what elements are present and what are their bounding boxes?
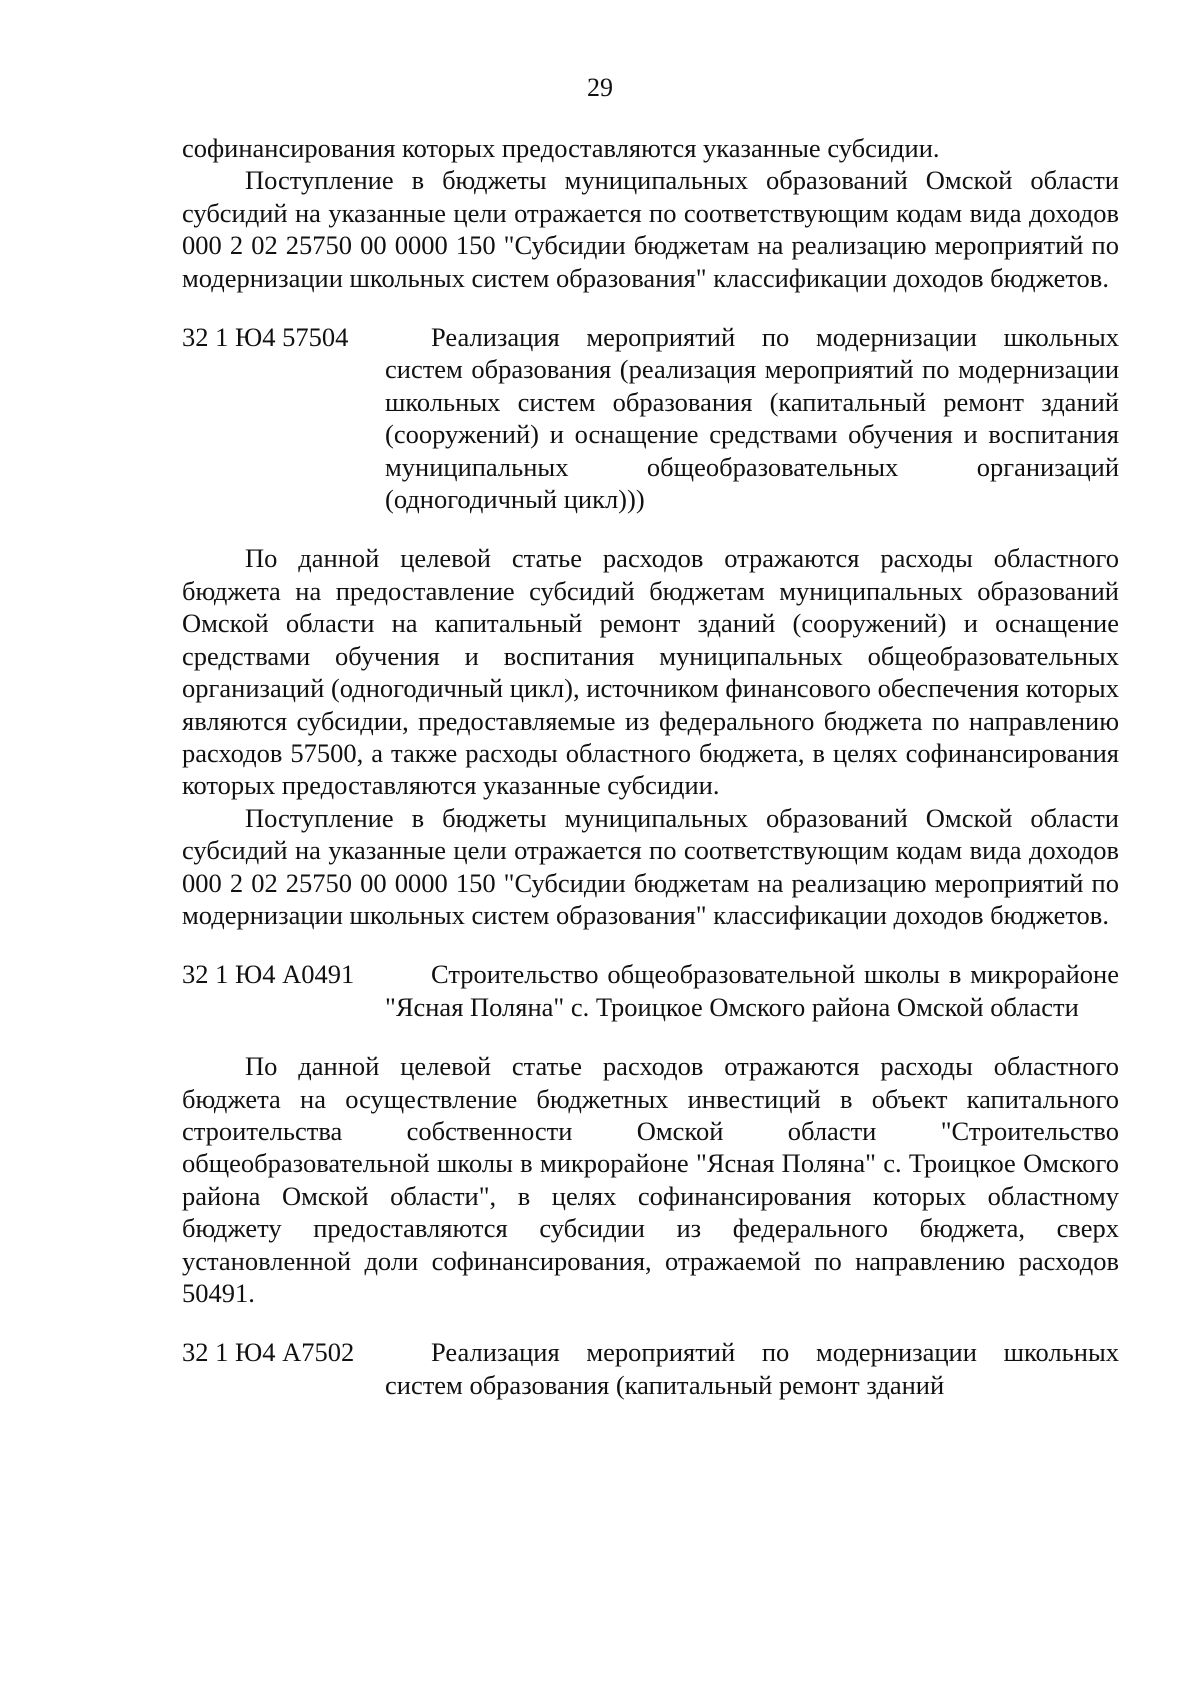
entry-title: Реализация мероприятий по модернизации школьных систем образования (реализация мероприятий по модернизации школьных систем образования (капитальный ремонт зданий (сооружений) и оснащение средствами обучения и воспитания муниципальных общеобразовательных организаций (одногодичный цикл))) xyxy=(385,322,1119,515)
entry-code: 32 1 Ю4 А7502 xyxy=(182,1337,355,1368)
paragraph-revenue-1: Поступление в бюджеты муниципальных образований Омской области субсидий на указанные цели отражается по соответствующим кодам вида доходов 000 2 02 25750 00 0000 150 "Субсидии бюджетам на реализацию мероприятий по модернизации школьных систем образования" классификации доходов бюджетов. xyxy=(182,165,1119,293)
entry-title: Реализация мероприятий по модернизации школьных систем образования (капитальный ремонт зданий xyxy=(385,1337,1119,1400)
budget-entry-a0491 xyxy=(182,958,1119,1023)
budget-entry-a7502 xyxy=(182,1336,1119,1401)
paragraph-continuation: софинансирования которых предоставляются указанные субсидии. xyxy=(182,133,940,163)
page-number: 29 xyxy=(587,73,613,102)
paragraph-expense-57504: По данной целевой статье расходов отражаются расходы областного бюджета на предоставление субсидий бюджетам муниципальных образований Омской области на капитальный ремонт зданий (сооружений) и оснащение средствами обучения и воспитания муниципальных общеобразовательных организаций (одногодичный цикл), источником финансового обеспечения которых являются субсидии, предоставляемые из федерального бюджета по направлению расходов 57500, а также расходы областного бюджета, в целях софинансирования которых предоставляются указанные субсидии. xyxy=(182,543,1119,801)
document-body xyxy=(182,132,1119,1428)
budget-entry-57504 xyxy=(182,321,1119,515)
paragraph-revenue-2: Поступление в бюджеты муниципальных образований Омской области субсидий на указанные цели отражается по соответствующим кодам вида доходов 000 2 02 25750 00 0000 150 "Субсидии бюджетам на реализацию мероприятий по модернизации школьных систем образования" классификации доходов бюджетов. xyxy=(182,802,1119,930)
entry-code: 32 1 Ю4 А0491 xyxy=(182,959,355,990)
entry-title: Строительство общеобразовательной школы в микрорайоне "Ясная Поляна" с. Троицкое Омского района Омской области xyxy=(385,959,1119,1022)
entry-code: 32 1 Ю4 57504 xyxy=(182,322,349,353)
paragraph-expense-a0491: По данной целевой статье расходов отражаются расходы областного бюджета на осуществление бюджетных инвестиций в объект капитального строительства собственности Омской области "Строительство общеобразовательной школы в микрорайоне "Ясная Поляна" с. Троицкое Омского района Омской области", в целях софинансирования которых областному бюджету предоставляются субсидии из федерального бюджета, сверх установленной доли софинансирования, отражаемой по направлению расходов 50491. xyxy=(182,1051,1119,1308)
